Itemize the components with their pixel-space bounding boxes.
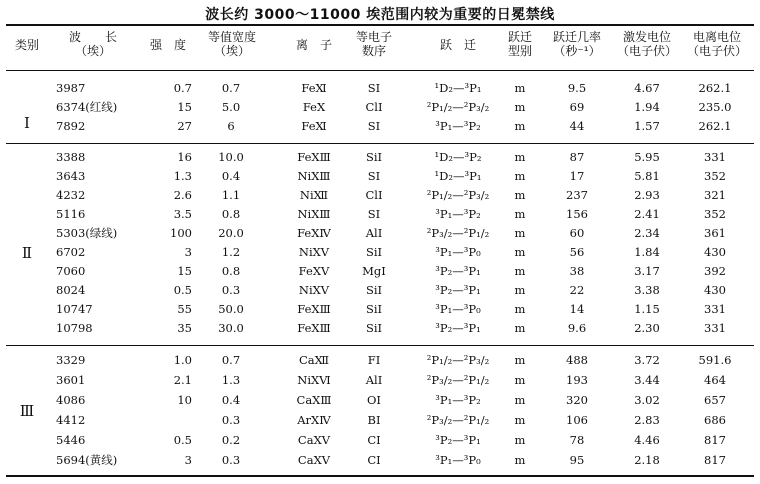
cell-exc: 4.67 — [634, 81, 660, 95]
header-probability — [544, 30, 610, 58]
header-eq-width-l1: 等值宽度 — [207, 30, 256, 44]
cell-ion: FeⅩⅢ — [297, 321, 331, 335]
cell-prob: 60 — [569, 226, 585, 240]
header-type-l2: 型别 — [507, 44, 532, 58]
cell-wavelength: 3329 — [56, 353, 86, 367]
cell-ion: FeⅪ — [301, 81, 327, 95]
table-row — [0, 318, 760, 338]
cell-intensity: 3.5 — [173, 207, 192, 221]
cell-wavelength: 4412 — [56, 413, 86, 427]
cell-iso: FⅠ — [367, 353, 381, 367]
cell-type: m — [514, 100, 526, 114]
cell-transition: ¹D₂—³P₂ — [434, 150, 482, 164]
cell-prob: 9.6 — [567, 321, 587, 335]
cell-iso: AlⅠ — [365, 226, 383, 240]
header-type-l1: 跃迁 — [507, 30, 532, 44]
cell-intensity: 55 — [177, 302, 192, 316]
cell-ion-pot: 352 — [704, 207, 726, 221]
cell-iso: SⅠ — [367, 119, 381, 133]
table-row — [0, 280, 760, 300]
cell-eq-width: 0.8 — [221, 207, 241, 221]
cell-type: m — [514, 413, 526, 427]
cell-exc: 1.84 — [634, 245, 660, 259]
cell-exc: 1.94 — [634, 100, 660, 114]
cell-eq-width: 20.0 — [218, 226, 244, 240]
header-excitation — [612, 30, 682, 58]
cell-eq-width: 5.0 — [221, 100, 241, 114]
table-row — [0, 430, 760, 450]
cell-eq-width: 0.7 — [221, 353, 241, 367]
table-row — [0, 242, 760, 262]
cell-eq-width: 1.2 — [221, 245, 241, 259]
cell-eq-width: 50.0 — [218, 302, 244, 316]
cell-prob: 17 — [569, 169, 585, 183]
cell-ion-pot: 591.6 — [698, 353, 732, 367]
cell-exc: 5.81 — [634, 169, 660, 183]
table-title: 波长约 3000～11000 埃范围内较为重要的日冕禁线 — [205, 7, 555, 23]
cell-iso: AlⅠ — [365, 373, 383, 387]
cell-type: m — [514, 81, 526, 95]
cell-intensity: 0.5 — [173, 283, 192, 297]
top-rule — [6, 24, 754, 26]
header-intensity: 强 度 — [149, 38, 186, 52]
cell-transition: ³P₁—³P₀ — [435, 302, 481, 316]
cell-ion-pot: 262.1 — [698, 81, 732, 95]
cell-type: m — [514, 264, 526, 278]
cell-intensity: 2.6 — [173, 188, 192, 202]
cell-intensity: 16 — [177, 150, 192, 164]
cell-type: m — [514, 453, 526, 467]
header-wavelength — [58, 30, 128, 58]
cell-ion: CaⅫ — [298, 353, 330, 367]
cell-exc: 3.38 — [634, 283, 660, 297]
header-prob-l2: （秒⁻¹） — [553, 44, 601, 58]
cell-ion: CaⅩⅤ — [297, 433, 331, 447]
cell-prob: 156 — [566, 207, 588, 221]
cell-wavelength: 4086 — [56, 393, 86, 407]
cell-type: m — [514, 245, 526, 259]
cell-ion-pot: 430 — [704, 283, 726, 297]
cell-type: m — [514, 226, 526, 240]
cell-ion-pot: 464 — [704, 373, 726, 387]
cell-iso: CⅠ — [367, 453, 381, 467]
cell-eq-width: 1.3 — [221, 373, 241, 387]
cell-wavelength: 3601 — [56, 373, 86, 387]
cell-iso: SiⅠ — [365, 283, 383, 297]
cell-prob: 95 — [569, 453, 585, 467]
table-row — [0, 450, 760, 470]
table-row — [0, 223, 760, 243]
header-exc-l1: 激发电位 — [622, 30, 671, 44]
cell-transition: ¹D₂—³P₁ — [434, 169, 482, 183]
cell-prob: 193 — [566, 373, 588, 387]
cell-transition: ³P₂—³P₁ — [435, 433, 481, 447]
cell-ion: FeⅩⅢ — [297, 302, 331, 316]
cell-transition: ³P₂—³P₁ — [435, 321, 481, 335]
cell-ion: NiⅩⅢ — [297, 207, 331, 221]
cell-prob: 44 — [569, 119, 585, 133]
cell-wavelength: 7892 — [56, 119, 86, 133]
cell-prob: 237 — [566, 188, 588, 202]
table-row — [0, 97, 760, 117]
cell-iso: SⅠ — [367, 81, 381, 95]
cell-iso: SⅠ — [367, 207, 381, 221]
cell-transition: ³P₁—³P₂ — [435, 393, 481, 407]
cell-intensity: 35 — [177, 321, 192, 335]
cell-exc: 2.18 — [634, 453, 660, 467]
cell-prob: 38 — [569, 264, 585, 278]
cell-type: m — [514, 283, 526, 297]
group-label-2: Ⅱ — [21, 244, 33, 262]
cell-ion-pot: 331 — [704, 150, 726, 164]
cell-exc: 2.83 — [634, 413, 660, 427]
cell-wavelength: 6702 — [56, 245, 86, 259]
cell-iso: ClⅠ — [365, 100, 383, 114]
cell-ion-pot: 430 — [704, 245, 726, 259]
cell-eq-width: 0.4 — [221, 169, 241, 183]
cell-type: m — [514, 393, 526, 407]
cell-type: m — [514, 119, 526, 133]
cell-ion-pot: 657 — [704, 393, 726, 407]
table-row — [0, 185, 760, 205]
cell-wavelength: 3388 — [56, 150, 86, 164]
cell-iso: SⅠ — [367, 169, 381, 183]
header-exc-l2: （电子伏） — [616, 44, 677, 58]
cell-iso: BⅠ — [367, 413, 381, 427]
header-ionization — [682, 30, 752, 58]
cell-ion-pot: 352 — [704, 169, 726, 183]
table-row — [0, 204, 760, 224]
cell-iso: SiⅠ — [365, 245, 383, 259]
cell-eq-width: 6 — [227, 119, 235, 133]
cell-ion: NiⅫ — [299, 188, 329, 202]
cell-exc: 3.17 — [634, 264, 660, 278]
header-wavelength-l1: 波 长 — [68, 30, 117, 44]
cell-type: m — [514, 150, 526, 164]
header-transition-type — [504, 30, 536, 58]
cell-transition: ²P₁/₂—²P₃/₂ — [426, 188, 490, 202]
cell-eq-width: 0.3 — [221, 283, 241, 297]
group-label-3: Ⅲ — [19, 402, 35, 420]
cell-prob: 320 — [566, 393, 588, 407]
header-isoelectronic — [350, 30, 398, 58]
cell-wavelength: 10798 — [56, 321, 93, 335]
cell-intensity: 3 — [184, 453, 192, 467]
cell-ion-pot: 686 — [704, 413, 726, 427]
cell-transition: ²P₁/₂—²P₃/₂ — [426, 100, 490, 114]
cell-wavelength: 10747 — [56, 302, 93, 316]
table-row — [0, 147, 760, 167]
cell-iso: SiⅠ — [365, 321, 383, 335]
cell-exc: 2.30 — [634, 321, 660, 335]
cell-ion: NiⅩⅥ — [297, 373, 331, 387]
table-row — [0, 78, 760, 98]
header-category: 类别 — [14, 38, 39, 52]
cell-exc: 2.41 — [634, 207, 660, 221]
cell-wavelength: 4232 — [56, 188, 86, 202]
cell-ion-pot: 331 — [704, 321, 726, 335]
cell-transition: ²P₁/₂—²P₃/₂ — [426, 353, 490, 367]
cell-type: m — [514, 433, 526, 447]
cell-prob: 56 — [569, 245, 585, 259]
cell-exc: 1.15 — [634, 302, 660, 316]
cell-prob: 9.5 — [567, 81, 587, 95]
cell-ion: ArⅩⅣ — [297, 413, 331, 427]
cell-wavelength: 5694(黄线) — [56, 453, 118, 467]
cell-prob: 78 — [569, 433, 585, 447]
cell-intensity: 15 — [177, 264, 192, 278]
cell-exc: 4.46 — [634, 433, 660, 447]
cell-intensity: 10 — [177, 393, 192, 407]
cell-intensity: 3 — [184, 245, 192, 259]
cell-prob: 69 — [569, 100, 585, 114]
cell-ion: CaⅩⅤ — [297, 453, 331, 467]
cell-eq-width: 0.7 — [221, 81, 241, 95]
cell-wavelength: 7060 — [56, 264, 86, 278]
cell-ion-pot: 262.1 — [698, 119, 732, 133]
cell-ion: CaⅩⅢ — [296, 393, 332, 407]
cell-eq-width: 30.0 — [218, 321, 244, 335]
cell-iso: ClⅠ — [365, 188, 383, 202]
table-row — [0, 370, 760, 390]
cell-type: m — [514, 373, 526, 387]
header-eq-width — [200, 30, 264, 58]
cell-ion: FeⅩⅢ — [297, 150, 331, 164]
cell-transition: ¹D₂—³P₁ — [434, 81, 482, 95]
cell-ion: FeⅪ — [301, 119, 327, 133]
cell-ion-pot: 361 — [704, 226, 726, 240]
cell-exc: 3.44 — [634, 373, 660, 387]
cell-ion-pot: 235.0 — [698, 100, 732, 114]
cell-intensity: 2.1 — [173, 373, 192, 387]
table-row — [0, 390, 760, 410]
cell-wavelength: 6374(红线) — [56, 100, 118, 114]
cell-iso: OⅠ — [367, 393, 381, 407]
cell-transition: ³P₂—³P₁ — [435, 283, 481, 297]
cell-transition: ³P₂—³P₁ — [435, 264, 481, 278]
cell-transition: ³P₁—³P₀ — [435, 245, 481, 259]
cell-ion: FeⅩ — [302, 100, 326, 114]
cell-type: m — [514, 169, 526, 183]
cell-transition: ³P₁—³P₂ — [435, 207, 481, 221]
table-row — [0, 410, 760, 430]
cell-prob: 22 — [569, 283, 585, 297]
cell-ion-pot: 817 — [704, 453, 726, 467]
cell-wavelength: 5116 — [56, 207, 86, 221]
cell-wavelength: 3643 — [56, 169, 86, 183]
header-rule — [6, 70, 754, 71]
cell-intensity: 27 — [177, 119, 192, 133]
cell-intensity: 0.5 — [173, 433, 192, 447]
cell-ion-pot: 392 — [704, 264, 726, 278]
header-iso-l1: 等电子 — [355, 30, 392, 44]
cell-exc: 5.95 — [634, 150, 660, 164]
cell-type: m — [514, 353, 526, 367]
cell-prob: 87 — [569, 150, 585, 164]
cell-intensity: 1.3 — [173, 169, 192, 183]
header-eq-width-l2: （埃） — [213, 44, 250, 58]
cell-prob: 106 — [566, 413, 588, 427]
cell-type: m — [514, 321, 526, 335]
cell-iso: SiⅠ — [365, 150, 383, 164]
header-prob-l1: 跃迁几率 — [552, 30, 601, 44]
group-rule-1 — [6, 143, 754, 144]
header-ionp-l1: 电离电位 — [692, 30, 741, 44]
cell-transition: ³P₁—³P₀ — [435, 453, 481, 467]
cell-transition: ²P₃/₂—²P₁/₂ — [426, 226, 490, 240]
cell-eq-width: 1.1 — [221, 188, 241, 202]
cell-exc: 2.34 — [634, 226, 660, 240]
cell-eq-width: 10.0 — [218, 150, 244, 164]
cell-exc: 3.02 — [634, 393, 660, 407]
cell-transition: ²P₃/₂—²P₁/₂ — [426, 413, 490, 427]
cell-type: m — [514, 302, 526, 316]
cell-eq-width: 0.3 — [221, 413, 241, 427]
cell-eq-width: 0.2 — [221, 433, 241, 447]
table-row — [0, 261, 760, 281]
cell-exc: 2.93 — [634, 188, 660, 202]
table-row — [0, 350, 760, 370]
cell-eq-width: 0.8 — [221, 264, 241, 278]
cell-eq-width: 0.3 — [221, 453, 241, 467]
header-wavelength-l2: （埃） — [74, 44, 111, 58]
table-row — [0, 116, 760, 136]
cell-wavelength: 8024 — [56, 283, 86, 297]
header-iso-l2: 数序 — [361, 44, 386, 58]
cell-intensity: 1.0 — [173, 353, 192, 367]
cell-type: m — [514, 207, 526, 221]
bottom-rule — [6, 475, 754, 477]
cell-ion: FeⅩⅤ — [298, 264, 330, 278]
cell-iso: CⅠ — [367, 433, 381, 447]
cell-wavelength: 3987 — [56, 81, 86, 95]
table-row — [0, 166, 760, 186]
header-ionp-l2: （电子伏） — [686, 44, 747, 58]
cell-ion: NiⅩⅤ — [298, 245, 330, 259]
table-row — [0, 299, 760, 319]
cell-ion-pot: 817 — [704, 433, 726, 447]
group-label-1: Ⅰ — [24, 114, 30, 132]
cell-iso: MgⅠ — [362, 264, 386, 278]
cell-eq-width: 0.4 — [221, 393, 241, 407]
cell-ion-pot: 331 — [704, 302, 726, 316]
cell-ion: NiⅩⅢ — [297, 169, 331, 183]
header-transition: 跃 迁 — [439, 38, 476, 52]
cell-intensity: 15 — [177, 100, 192, 114]
cell-exc: 1.57 — [634, 119, 660, 133]
cell-iso: SiⅠ — [365, 302, 383, 316]
cell-ion: FeⅩⅣ — [297, 226, 331, 240]
cell-intensity: 0.7 — [173, 81, 192, 95]
cell-wavelength: 5303(绿线) — [56, 226, 118, 240]
cell-ion: NiⅩⅤ — [298, 283, 330, 297]
cell-prob: 14 — [569, 302, 585, 316]
cell-exc: 3.72 — [634, 353, 660, 367]
cell-intensity: 100 — [170, 226, 192, 240]
cell-prob: 488 — [566, 353, 588, 367]
group-rule-2 — [6, 345, 754, 346]
header-ion: 离 子 — [295, 38, 332, 52]
cell-ion-pot: 321 — [704, 188, 726, 202]
cell-type: m — [514, 188, 526, 202]
cell-transition: ²P₃/₂—²P₁/₂ — [426, 373, 490, 387]
cell-transition: ³P₁—³P₂ — [435, 119, 481, 133]
cell-wavelength: 5446 — [56, 433, 86, 447]
